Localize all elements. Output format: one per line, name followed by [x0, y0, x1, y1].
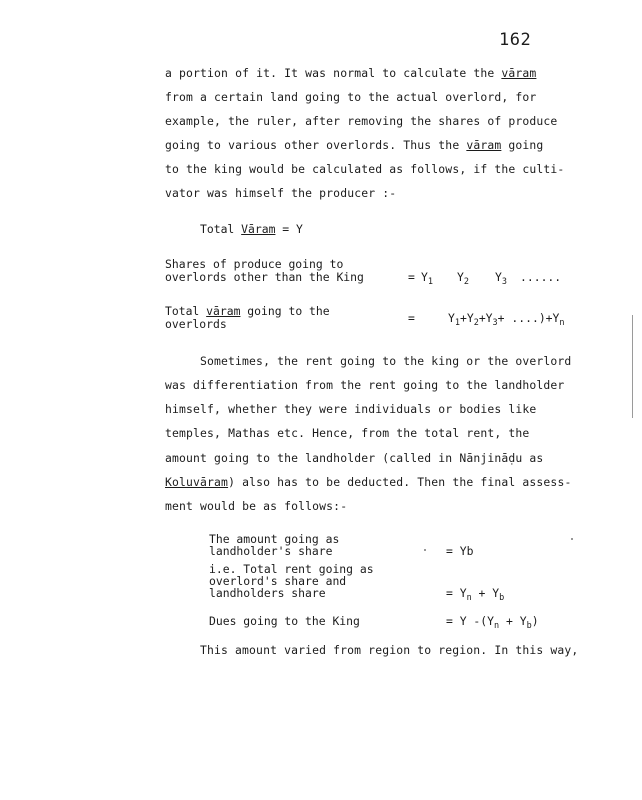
label-text: going to the	[240, 304, 330, 318]
landholder-share-line1: The amount going as	[209, 532, 340, 546]
shares-label-line1: Shares of produce going to	[165, 257, 344, 271]
para3-line1: This amount varied from region to region. In this way,	[200, 643, 579, 657]
varam-term: Vāram	[241, 222, 276, 236]
total-varam-overlords-line1	[165, 304, 330, 318]
total-varam-value: = Y	[275, 222, 303, 236]
subscript: 3	[501, 277, 507, 287]
y-symbol: + Y	[499, 614, 527, 628]
sum-tail: + ....)+Y	[497, 311, 560, 325]
total-rent-line1: i.e. Total rent going as	[209, 562, 374, 576]
para1-line4-text-b: going	[501, 138, 544, 152]
scan-edge-line	[632, 315, 633, 418]
subscript: 1	[427, 277, 433, 287]
para2-line3: himself, whether they were individuals or bodies like	[165, 402, 537, 416]
para1-line4-text-a: going to various other overlords. Thus the	[165, 138, 467, 152]
shares-y1	[421, 270, 433, 287]
shares-y2	[457, 270, 469, 287]
landholder-share-line2: landholder's share	[209, 544, 333, 558]
total-rent-value	[446, 586, 505, 603]
shares-label-line2: overlords other than the King	[165, 270, 364, 284]
subscript: 2	[473, 318, 479, 328]
y-symbol: Y	[457, 270, 464, 284]
para1-line5: to the king would be calculated as follows, if the culti-	[165, 162, 565, 176]
subscript: 3	[492, 318, 498, 328]
total-varam-label: Total	[200, 222, 242, 236]
para2-line5: amount going to the landholder (called in Nānjināḍu as	[165, 451, 544, 465]
label-text: Total	[165, 304, 207, 318]
varam-term: vāram	[206, 304, 241, 318]
para1-line1-text: a portion of it. It was normal to calculate the	[165, 66, 502, 80]
subscript: b	[499, 593, 505, 603]
shares-ellipsis: ......	[520, 270, 562, 284]
shares-equals: =	[408, 270, 415, 284]
total-rent-line2: overlord's share and	[209, 574, 347, 588]
y-symbol: = Y -(Y	[446, 614, 495, 628]
subscript: 1	[454, 318, 460, 328]
subscript: b	[526, 621, 532, 631]
subscript: n	[494, 621, 500, 631]
landholder-share-value: = Yb	[446, 544, 474, 558]
para1-line4	[165, 138, 543, 152]
y-symbol: Y	[421, 270, 428, 284]
subscript: n	[559, 318, 565, 328]
y-symbol: +Y	[478, 311, 493, 325]
para1-line6: vator was himself the producer :-	[165, 186, 397, 200]
dues-king-label: Dues going to the King	[209, 614, 360, 628]
dues-king-value	[446, 614, 539, 631]
total-rent-line3: landholders share	[209, 586, 326, 600]
subscript: 2	[463, 277, 469, 287]
scan-speck	[424, 549, 426, 551]
total-varam-formula	[200, 222, 303, 236]
para2-line1: Sometimes, the rent going to the king or the overlord	[200, 354, 572, 368]
total-varam-equals: =	[408, 311, 415, 325]
para2-line2: was differentiation from the rent going to the landholder	[165, 378, 565, 392]
shares-y3	[495, 270, 507, 287]
page-number: 162	[499, 30, 532, 50]
y-symbol: = Y	[446, 586, 467, 600]
para2-line6	[165, 475, 571, 489]
subscript: n	[466, 593, 472, 603]
y-symbol: Y	[448, 311, 455, 325]
total-varam-overlords-line2: overlords	[165, 317, 227, 331]
para1-line1	[165, 66, 536, 80]
y-symbol: Y	[495, 270, 502, 284]
para2-line4: temples, Mathas etc. Hence, from the total rent, the	[165, 426, 530, 440]
y-symbol: + Y	[471, 586, 500, 600]
para1-line3: example, the ruler, after removing the shares of produce	[165, 114, 558, 128]
koluvaram-term: Koluvāram	[165, 475, 229, 489]
para1-line2: from a certain land going to the actual overlord, for	[165, 90, 537, 104]
y-symbol: +Y	[459, 311, 474, 325]
varam-term: vāram	[466, 138, 502, 152]
total-varam-sum	[448, 311, 565, 328]
varam-term: vāram	[501, 66, 537, 80]
close-paren: )	[531, 614, 539, 628]
scan-speck	[571, 538, 573, 540]
para2-line6-text: ) also has to be deducted. Then the final assess-	[228, 475, 572, 489]
para2-line7: ment would be as follows:-	[165, 499, 348, 513]
